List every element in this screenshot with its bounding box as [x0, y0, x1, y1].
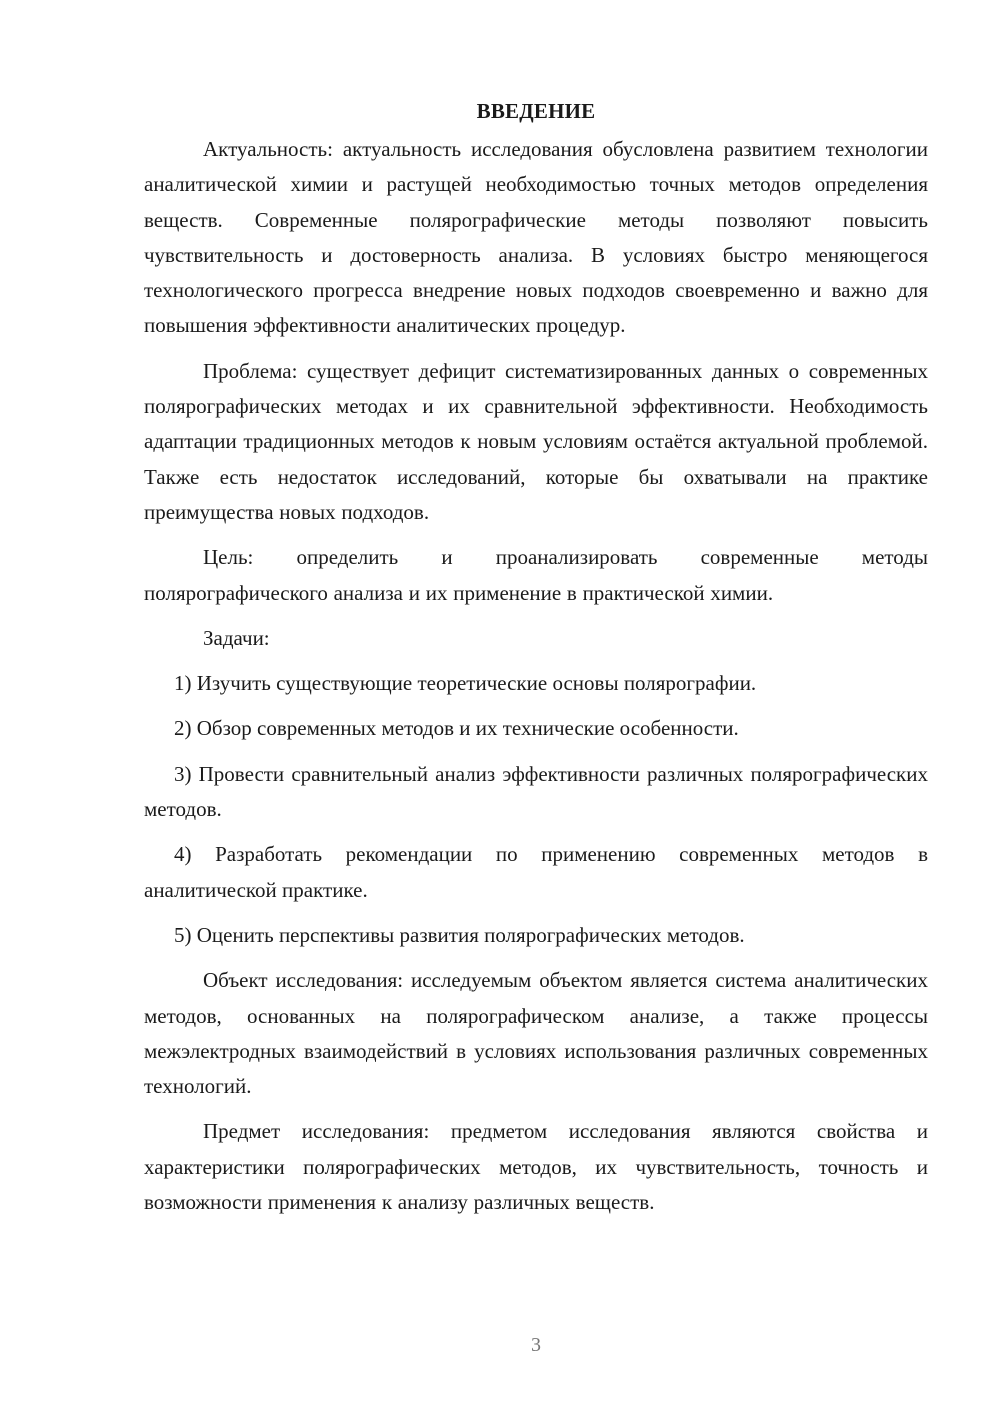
page-number: 3 [531, 1334, 541, 1356]
tasks-label: Задачи: [203, 625, 270, 650]
task-item: 5) Оценить перспективы развития полярографических методов. [174, 922, 745, 947]
paragraph-goal: Цель: определить и проанализировать современные методы полярографического анализа и их применение в практической химии. [144, 545, 928, 605]
paragraph-object: Объект исследования: исследуемым объектом является система аналитических методов, основанных на полярографическом анализе, а также процессы межэлектродных взаимодействий в условиях использования различных современных технологий. [144, 968, 928, 1099]
page-title: ВВЕДЕНИЕ [476, 99, 596, 123]
paragraph-relevance: Актуальность: актуальность исследования обусловлена развитием технологии аналитической химии и растущей необходимостью точных методов определения веществ. Современные полярографические методы позволяют повысить чувствительность и достоверность анализа. В условиях быстро меняющегося технологического прогресса внедрение новых подходов своевременно и важно для повышения эффективности аналитических процедур. [144, 137, 928, 338]
paragraph-subject: Предмет исследования: предметом исследования являются свойства и характеристики полярографических методов, их чувствительность, точность и возможности применения к анализу различных веществ. [144, 1119, 928, 1215]
document-page [144, 96, 928, 1230]
paragraph-problem: Проблема: существует дефицит систематизированных данных о современных полярографических методах и их сравнительной эффективности. Необходимость адаптации традиционных методов к новым условиям остаётся актуальной проблемой. Также есть недостаток исследований, которые бы охватывали на практике преимущества новых подходов. [144, 358, 928, 524]
task-item: 4) Разработать рекомендации по применению современных методов в аналитической практике. [144, 842, 928, 902]
task-item: 3) Провести сравнительный анализ эффективности различных полярографических методов. [144, 761, 928, 822]
task-item: 1) Изучить существующие теоретические основы полярографии. [174, 671, 757, 696]
task-item: 2) Обзор современных методов и их технические особенности. [174, 716, 739, 741]
tasks-list [144, 666, 928, 953]
